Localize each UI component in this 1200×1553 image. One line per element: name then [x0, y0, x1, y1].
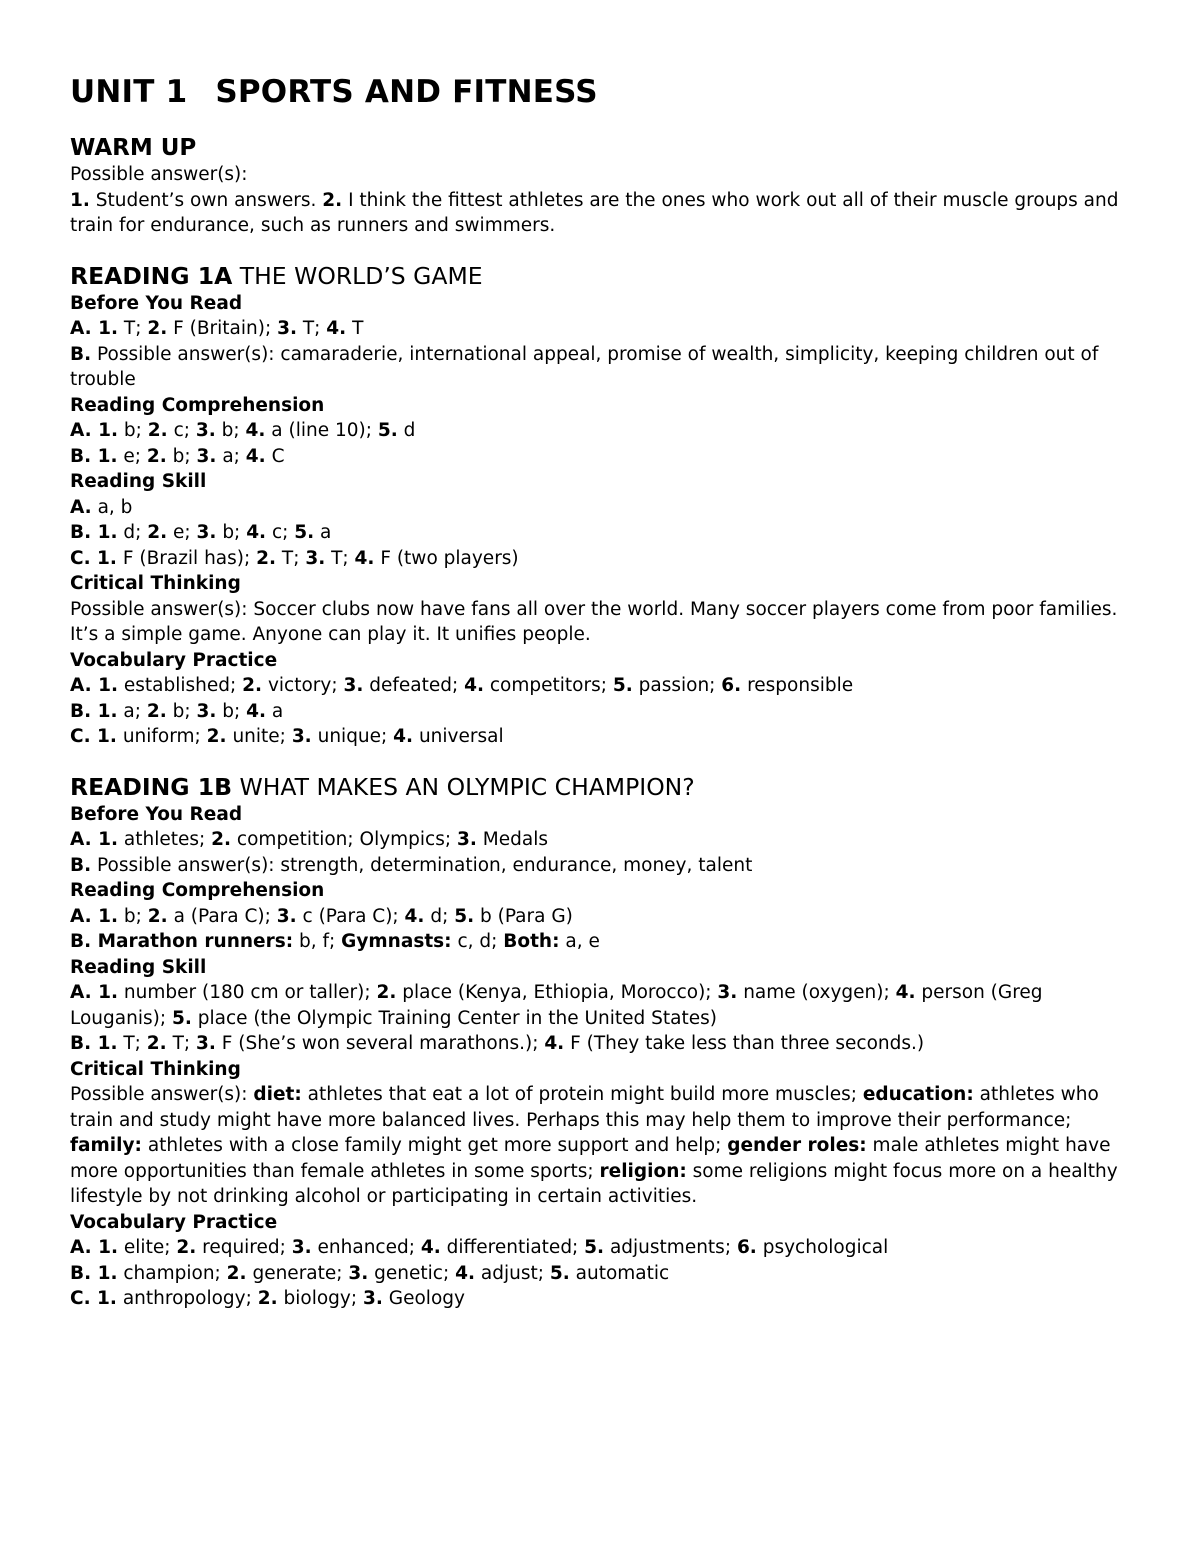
answer-label: C. 1. [70, 1288, 117, 1309]
answer-text: C [265, 445, 285, 467]
answer-label: 2. [211, 829, 232, 850]
answer-text: e; [167, 522, 197, 543]
answer-text: adjustments; [604, 1237, 737, 1258]
unit-title [70, 72, 1130, 112]
answer-label: diet: [253, 1084, 302, 1105]
answer-label: 3. [276, 905, 297, 927]
section-name: WHAT MAKES AN OLYMPIC CHAMPION? [232, 772, 695, 801]
answer-label: 3. [196, 522, 217, 543]
answer-label: 4. [464, 675, 484, 696]
answer-text: Geology [382, 1288, 465, 1309]
answer-line [70, 495, 1130, 521]
answer-label: 2. [256, 547, 277, 569]
answer-label: B. 1. [70, 1262, 118, 1284]
reading-section [70, 772, 1130, 1312]
answer-text: T; [276, 547, 306, 569]
answer-text: champion; [117, 1262, 227, 1284]
answer-text: F (They take less than three seconds.) [564, 1033, 925, 1054]
answer-text: a [314, 522, 332, 543]
answer-text: F (Britain); [167, 318, 278, 339]
answer-text: biology; [277, 1288, 363, 1309]
answer-text: some religions might focus more on a healthy lifestyle by not drinking alcohol or participating in certain activities. [70, 1160, 1124, 1207]
answer-text: psychological [756, 1237, 889, 1258]
answer-text: T; [296, 318, 327, 339]
subsection-heading: Before You Read [70, 803, 243, 825]
subsection-heading: Reading Skill [70, 956, 207, 978]
answer-line [70, 699, 1130, 725]
answer-text: Possible answer(s): [70, 1084, 254, 1105]
answer-label: 2. [147, 318, 168, 339]
answer-line [70, 853, 1130, 879]
answer-label: B. 1. [70, 445, 118, 467]
answer-label: gender roles: [727, 1135, 867, 1156]
answer-text: Medals [476, 829, 548, 850]
answer-label: 4. [895, 982, 916, 1003]
answer-line [70, 1261, 1130, 1287]
answer-text: T; [166, 1033, 196, 1054]
answer-text: enhanced; [311, 1237, 421, 1258]
section-label: READING 1B [70, 772, 232, 801]
answer-label: 4. [326, 318, 347, 339]
answer-line [70, 520, 1130, 546]
answer-label: Both: [503, 931, 560, 952]
answer-text: a, e [559, 931, 600, 952]
answer-label: 3. [291, 1237, 312, 1258]
answer-label: 4. [246, 700, 267, 722]
answer-text: F (She’s won several marathons.); [215, 1033, 545, 1054]
answer-text: d [397, 420, 416, 441]
answer-text: anthropology; [116, 1288, 258, 1309]
answer-text: c; [167, 420, 196, 441]
answer-label: 5. [377, 420, 398, 441]
answer-line [70, 929, 1130, 955]
subsection-heading: Critical Thinking [70, 1058, 241, 1080]
answer-line [70, 1286, 1130, 1312]
answer-text: universal [413, 726, 504, 747]
section-name: THE WORLD’S GAME [232, 261, 483, 290]
answer-text: b; [118, 905, 148, 927]
answer-label: Gymnasts: [341, 931, 452, 952]
answer-text: b; [215, 420, 246, 441]
answer-label: 1. [70, 189, 90, 211]
answer-text: e; [117, 445, 147, 467]
answer-label: A. 1. [70, 829, 119, 850]
answer-line [70, 316, 1130, 342]
subsection-heading: Critical Thinking [70, 573, 241, 594]
answer-label: family: [70, 1135, 142, 1156]
answer-text: athletes that eat a lot of protein might build more muscles; [301, 1084, 863, 1105]
answer-text: elite; [118, 1237, 177, 1258]
answer-text: c (Para C); [296, 905, 405, 927]
answer-label: education: [862, 1084, 974, 1105]
answer-label: B. 1. [70, 700, 118, 722]
answer-text: athletes with a close family might get more support and help; [141, 1135, 728, 1156]
answer-label: 2. [147, 420, 168, 441]
answer-text: number (180 cm or taller); [118, 982, 377, 1003]
answer-text: b; [118, 420, 148, 441]
answer-label: 3. [717, 982, 738, 1003]
answer-label: A. 1. [70, 1237, 119, 1258]
answer-text: adjust; [475, 1262, 550, 1284]
answer-label: 3. [195, 1033, 216, 1054]
answer-label: C. 1. [70, 726, 117, 747]
answer-text: a; [216, 445, 246, 467]
answer-label: religion: [599, 1160, 687, 1182]
answer-label: 2. [322, 189, 343, 211]
subsection-heading: Vocabulary Practice [70, 649, 278, 671]
answer-text: T; [117, 1033, 147, 1054]
answer-text: a [266, 700, 284, 722]
answer-line [70, 724, 1130, 750]
answer-text: athletes who train and study might have more balanced lives. Perhaps this may help them to improve their performance; [70, 1084, 1105, 1131]
answer-label: 5. [612, 675, 633, 696]
answer-label: C. 1. [70, 547, 117, 569]
answer-text: unique; [311, 726, 394, 747]
answer-text: c, d; [451, 931, 504, 952]
answer-line [70, 342, 1130, 393]
answer-label: 3. [196, 700, 217, 722]
answer-label: 4. [404, 905, 425, 927]
answer-label: B. 1. [70, 522, 118, 543]
answer-label: 2. [146, 445, 167, 467]
answer-text: generate; [246, 1262, 349, 1284]
answer-text: place (the Olympic Training Center in the United States) [191, 1007, 717, 1029]
answer-text: T; [325, 547, 355, 569]
answer-label: 4. [455, 1262, 475, 1284]
answer-label: 2. [257, 1288, 278, 1309]
answer-label: 2. [147, 522, 168, 543]
answer-label: A. 1. [70, 420, 119, 441]
answer-text: d; [424, 905, 455, 927]
answer-text: uniform; [116, 726, 207, 747]
answer-text: place (Kenya, Ethiopia, Morocco); [396, 982, 718, 1003]
answer-label: 4. [420, 1237, 441, 1258]
section-title [70, 772, 1130, 802]
answer-text: victory; [262, 675, 344, 696]
answer-line [70, 1031, 1130, 1057]
answer-text: b; [216, 522, 247, 543]
answer-label: 3. [291, 726, 312, 747]
answer-label: 4. [544, 1033, 565, 1054]
unit-name: SPORTS AND FITNESS [215, 74, 598, 110]
answer-text: a (line 10); [265, 420, 378, 441]
answer-text: F (Brazil has); [116, 547, 257, 569]
answer-label: 4. [354, 547, 375, 569]
answer-text: F (two players) [374, 547, 519, 569]
answer-label: A. 1. [70, 318, 119, 339]
answer-text: Possible answer(s): camaraderie, international appeal, promise of wealth, simplicity, keeping children out of trouble [70, 343, 1105, 390]
answer-label: A. 1. [70, 982, 119, 1003]
answer-text: Possible answer(s): [70, 164, 248, 185]
answer-label: 6. [736, 1237, 757, 1258]
answer-label: 6. [721, 675, 742, 696]
answer-label: 4. [245, 420, 266, 441]
answer-text: competition; Olympics; [231, 829, 457, 850]
answer-label: 3. [277, 318, 297, 339]
subsection-heading: Vocabulary Practice [70, 1211, 278, 1233]
answer-label: A. 1. [70, 675, 119, 696]
answer-label: 2. [242, 675, 263, 696]
answer-text: b (Para G) [474, 905, 573, 927]
answer-line [70, 444, 1130, 470]
answer-label: 3. [457, 829, 477, 850]
answer-text: T; [118, 318, 148, 339]
answer-text: a, b [91, 496, 133, 518]
answer-text: established; [118, 675, 243, 696]
section-label: READING 1A [70, 261, 233, 290]
subsection-heading: Reading Comprehension [70, 394, 325, 416]
answer-label: 3. [362, 1288, 383, 1309]
answer-text: automatic [569, 1262, 670, 1284]
answer-line [70, 980, 1130, 1031]
answer-text: name (oxygen); [737, 982, 896, 1003]
answer-label: 5. [584, 1237, 605, 1258]
warm-up-answers [70, 162, 1130, 239]
answer-label: B. Marathon runners: [70, 931, 294, 952]
section-title [70, 261, 1130, 291]
answer-label: 3. [343, 675, 364, 696]
answer-line [70, 1082, 1130, 1210]
answer-label: 2. [226, 1262, 247, 1284]
answer-text: b; [216, 700, 247, 722]
answer-text: d; [117, 522, 148, 543]
answer-label: 5. [549, 1262, 570, 1284]
answer-text: athletes; [118, 829, 212, 850]
warm-up-section [70, 134, 1130, 239]
answer-label: 2. [176, 1237, 197, 1258]
warm-up-title: WARM UP [70, 135, 197, 161]
answer-key-page [70, 72, 1130, 1312]
answer-text: competitors; [484, 675, 613, 696]
unit-number: UNIT 1 [70, 74, 188, 110]
answer-text: a; [117, 700, 147, 722]
answer-label: 3. [196, 445, 217, 467]
answer-text: passion; [632, 675, 722, 696]
answer-text: male athletes might have more opportunities than female athletes in some sports; [70, 1135, 1117, 1182]
warm-up-line [70, 188, 1130, 239]
answer-line [70, 597, 1130, 648]
answer-text: a (Para C); [167, 905, 277, 927]
answer-label: 2. [376, 982, 397, 1003]
warm-up-line [70, 162, 1130, 188]
answer-label: B. [70, 343, 92, 365]
answer-text: b; [166, 445, 197, 467]
answer-line [70, 1235, 1130, 1261]
reading-section [70, 261, 1130, 750]
answer-text: c; [266, 522, 295, 543]
answer-line [70, 673, 1130, 699]
answer-text: I think the fittest athletes are the ones who work out all of their muscle groups and train for endurance, such as runners and swimmers. [70, 189, 1125, 236]
subsection-heading: Reading Comprehension [70, 880, 325, 901]
answer-label: 2. [147, 905, 168, 927]
answer-text: required; [196, 1237, 292, 1258]
answer-text: responsible [741, 675, 854, 696]
answer-text: b, f; [293, 931, 342, 952]
answer-label: 4. [246, 522, 267, 543]
answer-label: 2. [206, 726, 227, 747]
answer-text: b; [166, 700, 197, 722]
answer-line [70, 827, 1130, 853]
answer-line [70, 546, 1130, 572]
subsection-heading: Before You Read [70, 292, 243, 314]
answer-text: person (Greg Louganis); [70, 982, 1049, 1029]
subsection-heading: Reading Skill [70, 471, 207, 492]
answer-label: 5. [294, 522, 315, 543]
answer-text: Possible answer(s): strength, determination, endurance, money, talent [91, 854, 753, 876]
answer-text: unite; [226, 726, 292, 747]
answer-line [70, 904, 1130, 930]
answer-label: 4. [245, 445, 266, 467]
answer-label: 4. [393, 726, 414, 747]
answer-label: 3. [348, 1262, 369, 1284]
answer-label: 3. [195, 420, 216, 441]
answer-label: A. [70, 496, 92, 518]
answer-text: differentiated; [440, 1237, 585, 1258]
answer-label: 2. [146, 1033, 167, 1054]
answer-label: 2. [146, 700, 167, 722]
answer-line [70, 418, 1130, 444]
answer-label: 5. [171, 1007, 192, 1029]
answer-text: Possible answer(s): Soccer clubs now have fans all over the world. Many soccer players come from poor families. It’s a simple game. Anyone can play it. It unifies people. [70, 598, 1124, 645]
answer-label: B. 1. [70, 1033, 118, 1054]
answer-label: A. 1. [70, 905, 119, 927]
answer-label: 3. [305, 547, 326, 569]
answer-text: defeated; [363, 675, 465, 696]
answer-text: T [346, 318, 364, 339]
answer-text: genetic; [368, 1262, 456, 1284]
reading-sections [70, 261, 1130, 1312]
answer-label: B. [70, 854, 92, 876]
answer-label: 5. [454, 905, 475, 927]
answer-text: Student’s own answers. [89, 189, 323, 211]
